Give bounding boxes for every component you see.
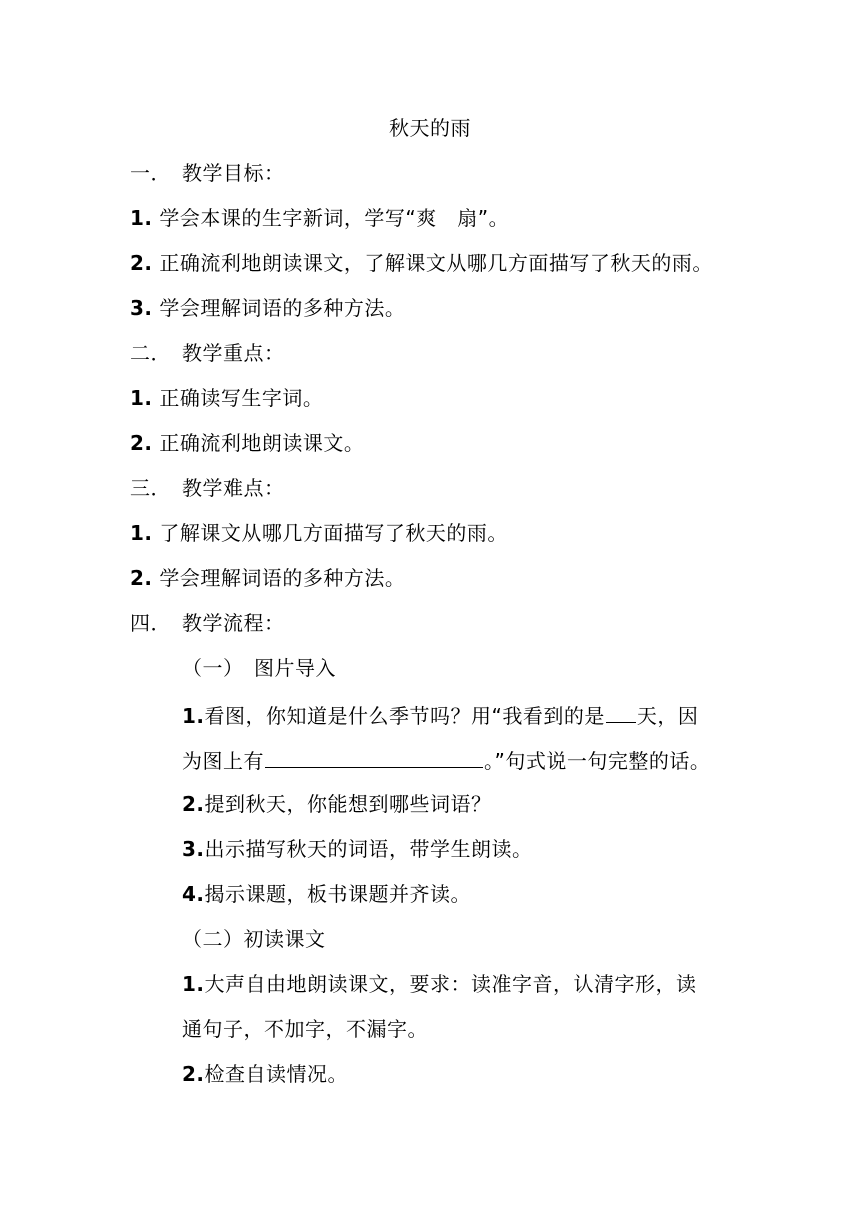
difficulty-item-1 bbox=[130, 521, 508, 545]
item-number: 2. bbox=[130, 431, 153, 455]
item-text: 提到秋天，你能想到哪些词语？ bbox=[204, 792, 492, 816]
subsection-heading-picture-intro: （一） 图片导入 bbox=[182, 656, 336, 680]
process-step-3 bbox=[182, 837, 533, 861]
process-step-2 bbox=[182, 792, 492, 816]
goal-item-3 bbox=[130, 296, 405, 320]
section-heading-difficulties bbox=[130, 476, 285, 500]
reading-step-1-line-2 bbox=[182, 1017, 428, 1041]
goal-item-1 bbox=[130, 206, 509, 230]
item-number: 2. bbox=[130, 251, 153, 275]
item-text: 正确读写生字词。 bbox=[152, 386, 324, 410]
item-text: 正确流利地朗读课文，了解课文从哪几方面描写了秋天的雨。 bbox=[152, 251, 713, 275]
item-number: 2. bbox=[182, 1062, 205, 1086]
difficulty-item-2 bbox=[130, 566, 405, 590]
item-text: 学会理解词语的多种方法。 bbox=[152, 296, 406, 320]
section-label: 教学流程： bbox=[182, 611, 285, 635]
item-text: 大声自由地朗读课文，要求：读准字音，认清字形，读 bbox=[204, 972, 697, 996]
item-text: 。”句式说一句完整的话。 bbox=[484, 749, 711, 773]
item-text: 看图，你知道是什么季节吗？用“我看到的是 bbox=[204, 704, 605, 728]
item-number: 1. bbox=[130, 386, 153, 410]
keypoint-item-1 bbox=[130, 386, 323, 410]
section-number: 二． bbox=[130, 341, 171, 365]
section-label: 教学目标： bbox=[182, 161, 285, 185]
item-number: 2. bbox=[130, 566, 153, 590]
item-text: 出示描写秋天的词语，带学生朗读。 bbox=[204, 837, 533, 861]
keypoint-item-2 bbox=[130, 431, 364, 455]
section-number: 一． bbox=[130, 161, 171, 185]
item-number: 3. bbox=[130, 296, 153, 320]
item-text: 学会理解词语的多种方法。 bbox=[152, 566, 406, 590]
section-label: 教学难点： bbox=[182, 476, 285, 500]
item-text: 了解课文从哪几方面描写了秋天的雨。 bbox=[152, 521, 508, 545]
section-heading-goals bbox=[130, 161, 285, 185]
item-text: 学会本课的生字新词，学写“爽 扇”。 bbox=[152, 206, 510, 230]
section-heading-keypoints bbox=[130, 341, 285, 365]
section-number: 四． bbox=[130, 611, 171, 635]
item-text: 检查自读情况。 bbox=[204, 1062, 349, 1086]
reading-step-2 bbox=[182, 1062, 348, 1086]
item-number: 1. bbox=[130, 521, 153, 545]
process-step-1-line-2 bbox=[182, 747, 710, 773]
reading-step-1-line-1 bbox=[182, 972, 697, 996]
process-step-1-line-1 bbox=[182, 702, 698, 728]
item-number: 1. bbox=[182, 704, 205, 728]
item-text: 正确流利地朗读课文。 bbox=[152, 431, 365, 455]
section-heading-process bbox=[130, 611, 285, 635]
item-text: 揭示课题，板书课题并齐读。 bbox=[204, 882, 472, 906]
section-label: 教学重点： bbox=[182, 341, 285, 365]
item-number: 1. bbox=[182, 972, 205, 996]
item-number: 1. bbox=[130, 206, 153, 230]
fill-in-blank-short bbox=[606, 702, 636, 723]
document-title: 秋天的雨 bbox=[389, 116, 471, 140]
subsection-heading-first-reading: （二）初读课文 bbox=[182, 927, 326, 951]
item-number: 2. bbox=[182, 792, 205, 816]
goal-item-2 bbox=[130, 251, 713, 275]
item-text: 天，因 bbox=[636, 704, 699, 728]
item-number: 3. bbox=[182, 837, 205, 861]
section-number: 三． bbox=[130, 476, 171, 500]
item-number: 4. bbox=[182, 882, 205, 906]
item-text: 为图上有 bbox=[182, 749, 264, 773]
process-step-4 bbox=[182, 882, 471, 906]
fill-in-blank-long bbox=[265, 747, 483, 768]
item-text: 通句子，不加字，不漏字。 bbox=[182, 1017, 428, 1041]
